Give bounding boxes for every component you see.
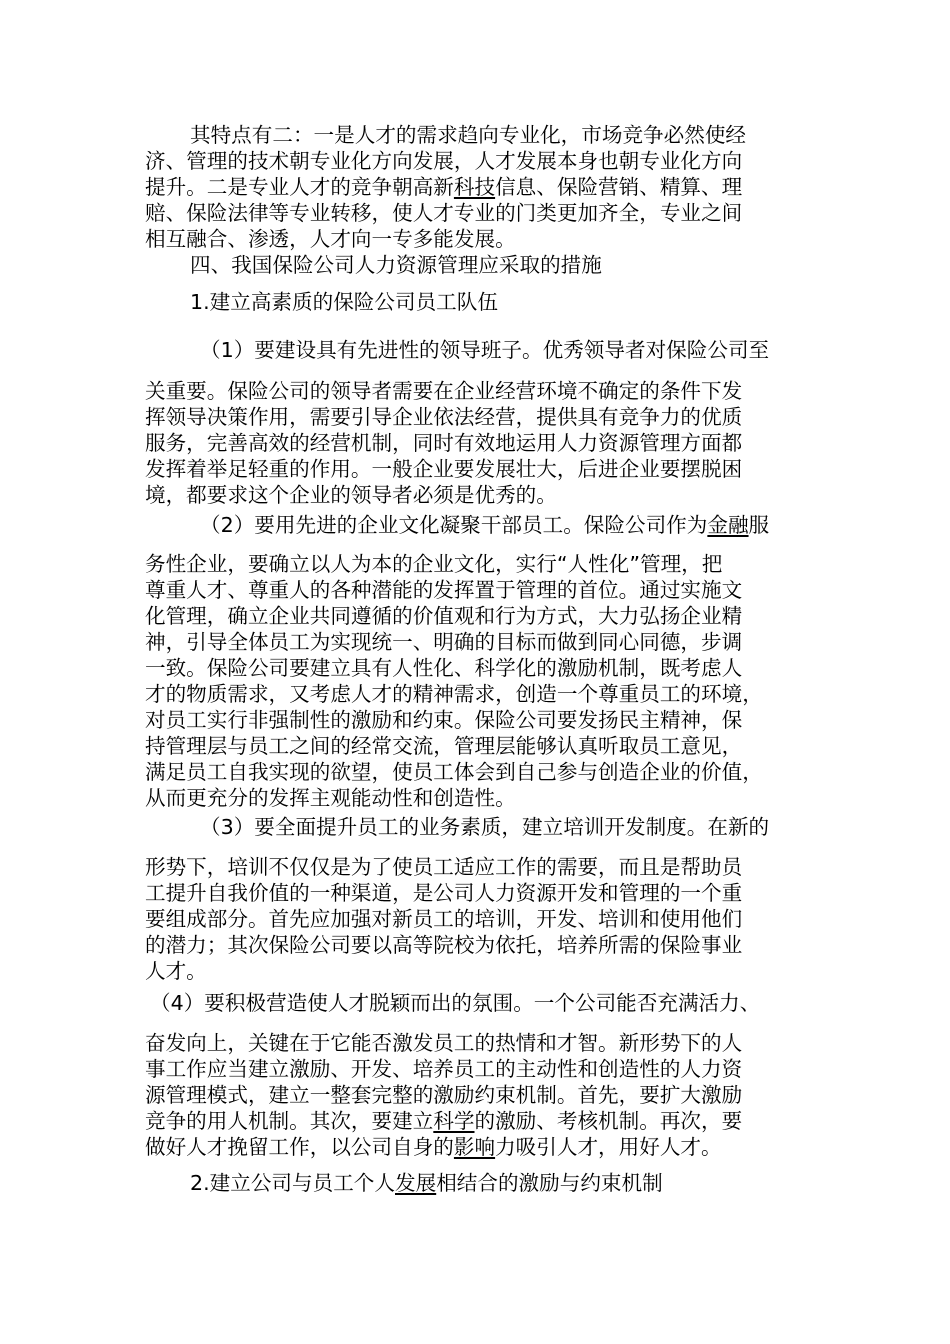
paragraph-line: 境，都要求这个企业的领导者必须是优秀的。 (145, 483, 557, 507)
paragraph-line: 人才。 (145, 959, 207, 983)
paragraph-line: 服务，完善高效的经营机制，同时有效地运用人力资源管理方面都 (145, 431, 743, 455)
paragraph-line (145, 1108, 742, 1134)
text-span: 做好人才挽留工作，以公司自身的 (145, 1135, 454, 1159)
paragraph-line (145, 174, 742, 200)
paragraph-line: 持管理层与员工之间的经常交流，管理层能够认真听取员工意见， (145, 734, 743, 758)
paragraph-line: 务性企业，要确立以人为本的企业文化，实行“人性化”管理，把 (145, 552, 723, 576)
text-span: 信息、保险营销、精算、理 (495, 175, 743, 199)
paragraph-line: 挥领导决策作用，需要引导企业依法经营，提供具有竞争力的优质 (145, 405, 743, 429)
link-fazhan[interactable]: 发展 (395, 1171, 437, 1195)
link-kexue[interactable]: 科学 (433, 1109, 475, 1133)
paragraph-first-line: （3）要全面提升员工的业务素质，建立培训开发制度。在新的 (200, 815, 770, 839)
paragraph-line: 满足员工自我实现的欲望，使员工体会到自己参与创造企业的价值， (145, 760, 763, 784)
paragraph-line: 的潜力；其次保险公司要以高等院校为依托，培养所需的保险事业 (145, 933, 743, 957)
text-span: 2.建立公司与员工个人 (190, 1171, 395, 1195)
paragraph-line: 一致。保险公司要建立具有人性化、科学化的激励机制，既考虑人 (145, 656, 743, 680)
link-yingxiang[interactable]: 影响 (453, 1135, 496, 1159)
paragraph-line: 化管理，确立企业共同遵循的价值观和行为方式，大力弘扬企业精 (145, 604, 743, 628)
paragraph-first-line: （1）要建设具有先进性的领导班子。优秀领导者对保险公司至 (200, 338, 770, 362)
paragraph-line: 神，引导全体员工为实现统一、明确的目标而做到同心同德，步调 (145, 630, 743, 654)
paragraph-line: 工提升自我价值的一种渠道，是公司人力资源开发和管理的一个重 (145, 881, 743, 905)
paragraph-line: 对员工实行非强制性的激励和约束。保险公司要发扬民主精神，保 (145, 708, 743, 732)
paragraph-line: 事工作应当建立激励、开发、培养员工的主动性和创造性的人力资 (145, 1057, 743, 1081)
text-span: 服 (748, 513, 770, 537)
paragraph-line: 济、管理的技术朝专业化方向发展，人才发展本身也朝专业化方向 (145, 149, 743, 173)
text-span: 相结合的激励与约束机制 (436, 1171, 663, 1195)
text-span: 竞争的用人机制。其次，要建立 (145, 1109, 434, 1133)
paragraph-line: 源管理模式，建立一整套完整的激励约束机制。首先，要扩大激励 (145, 1083, 743, 1107)
subsection-heading: 1.建立高素质的保险公司员工队伍 (190, 290, 498, 314)
section-heading: 四、我国保险公司人力资源管理应采取的措施 (190, 253, 602, 277)
link-jinrong[interactable]: 金融 (707, 513, 749, 537)
paragraph-line: 其特点有二：一是人才的需求趋向专业化，市场竞争必然使经 (190, 123, 747, 147)
paragraph-first-line: （4）要积极营造使人才脱颖而出的氛围。一个公司能否充满活力、 (150, 991, 761, 1015)
paragraph-first-line (200, 512, 769, 538)
text-span: 力吸引人才，用好人才。 (495, 1135, 722, 1159)
paragraph-line: 奋发向上，关键在于它能否激发员工的热情和才智。新形势下的人 (145, 1031, 743, 1055)
paragraph-line: 相互融合、渗透，人才向一专多能发展。 (145, 227, 516, 251)
paragraph-line: 才的物质需求，又考虑人才的精神需求，创造一个尊重员工的环境， (145, 682, 763, 706)
text-span: 的激励、考核机制。再次，要 (474, 1109, 743, 1133)
paragraph-line: 发挥着举足轻重的作用。一般企业要发展壮大，后进企业要摆脱困 (145, 457, 743, 481)
text-span: 提升。二是专业人才的竞争朝高新 (145, 175, 454, 199)
paragraph-line: 形势下，培训不仅仅是为了使员工适应工作的需要，而且是帮助员 (145, 855, 743, 879)
paragraph-line: 关重要。保险公司的领导者需要在企业经营环境不确定的条件下发 (145, 379, 743, 403)
paragraph-line: 赔、保险法律等专业转移，使人才专业的门类更加齐全，专业之间 (145, 201, 743, 225)
subsection-heading (190, 1170, 663, 1196)
text-span: （2）要用先进的企业文化凝聚干部员工。保险公司作为 (200, 513, 708, 537)
paragraph-line: 尊重人才、尊重人的各种潜能的发挥置于管理的首位。通过实施文 (145, 578, 743, 602)
paragraph-line: 从而更充分的发挥主观能动性和创造性。 (145, 786, 516, 810)
link-keji[interactable]: 科技 (453, 175, 496, 199)
paragraph-line: 要组成部分。首先应加强对新员工的培训，开发、培训和使用他们 (145, 907, 743, 931)
paragraph-line (145, 1134, 722, 1160)
